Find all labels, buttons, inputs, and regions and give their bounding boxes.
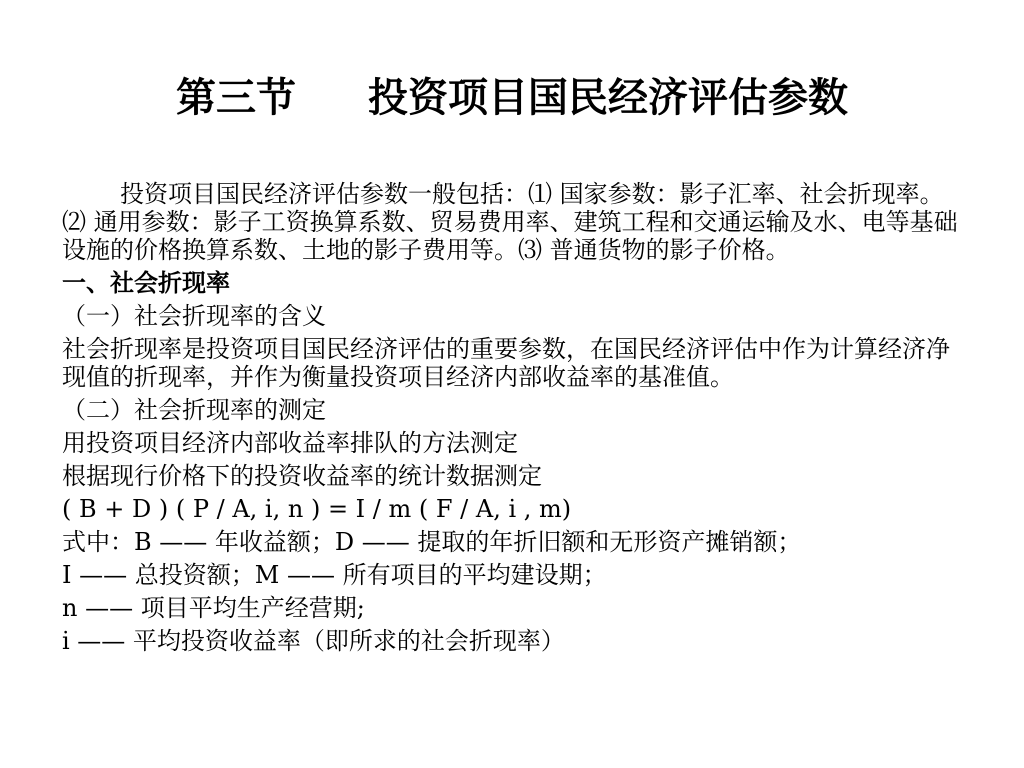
- subsection-heading-meaning: （一）社会折现率的含义: [62, 302, 326, 330]
- definition-b-d: 式中：B —— 年收益额；D —— 提取的年折旧额和无形资产摊销额；: [62, 528, 802, 556]
- intro-paragraph: 投资项目国民经济评估参数一般包括：⑴ 国家参数：影子汇率、社会折现率。⑵ 通用参数：影子工资换算系数、贸易费用率、建筑工程和交通运输及水、电等基础设施的价格换算系数、土地的影子费用等。⑶ 普通货物的影子价格。: [62, 180, 958, 264]
- title-text: 投资项目国民经济评估参数: [368, 75, 848, 121]
- section-heading: 一、社会折现率: [62, 269, 230, 297]
- slide-content: [62, 180, 962, 655]
- definition-i-m: I —— 总投资额；M —— 所有项目的平均建设期；: [62, 561, 607, 589]
- slide-title: [0, 70, 1024, 126]
- formula: ( B + D ) ( P / A, i, n ) = I / m ( F / A, i , m): [62, 495, 572, 523]
- title-section-number: 第三节: [176, 75, 296, 121]
- method-statistics: 根据现行价格下的投资收益率的统计数据测定: [62, 462, 542, 490]
- method-ranking: 用投资项目经济内部收益率排队的方法测定: [62, 429, 518, 457]
- subsection-heading-measurement: （二）社会折现率的测定: [62, 396, 326, 424]
- definition-i: i —— 平均投资收益率（即所求的社会折现率）: [62, 627, 565, 655]
- meaning-paragraph: 社会折现率是投资项目国民经济评估的重要参数，在国民经济评估中作为计算经济净现值的折现率，并作为衡量投资项目经济内部收益率的基准值。: [62, 335, 950, 391]
- definition-n: n —— 项目平均生产经营期;: [62, 594, 365, 622]
